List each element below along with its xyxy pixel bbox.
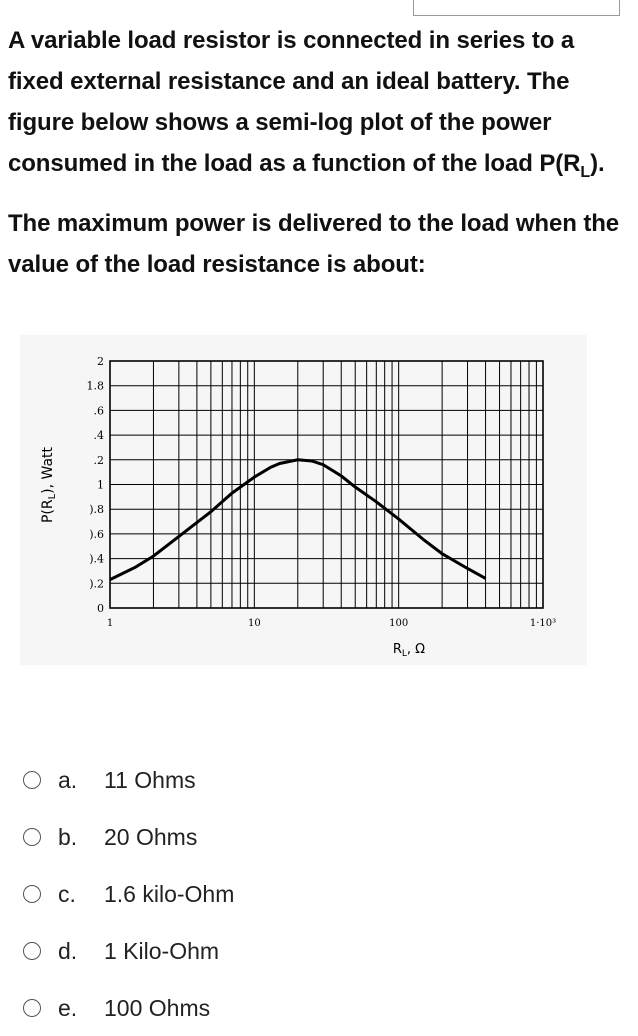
radio-button[interactable] — [23, 828, 41, 846]
y-tick-label: ).8 — [89, 503, 104, 517]
question-paragraph-1-end: ). — [590, 150, 605, 177]
question-subscript: L — [580, 163, 591, 181]
question-paragraph-2: The maximum power is delivered to the load when the value of the load resistance is about: — [8, 209, 620, 278]
y-tick-label: 1 — [97, 478, 104, 492]
option-label: 100 Ohms — [104, 994, 211, 1021]
option-letter: a. — [58, 766, 78, 793]
option-d[interactable] — [0, 923, 638, 979]
option-label: 1 Kilo-Ohm — [104, 937, 220, 964]
question-paragraph-1-text: A variable load resistor is connected in series to a fixed external resistance and an ideal battery. The figure below shows a semi-log plot of the power consumed in the load as a function of the load P(R — [8, 27, 581, 177]
top-box — [413, 0, 620, 16]
y-tick-label: 2 — [97, 355, 104, 368]
option-b[interactable] — [0, 809, 638, 865]
y-tick-label: 1.8 — [86, 379, 104, 393]
chart-figure — [20, 335, 587, 665]
radio-button[interactable] — [23, 999, 41, 1017]
y-axis-label: $P(R_L)$, Watt — [40, 446, 58, 524]
radio-button[interactable] — [23, 885, 41, 903]
radio-button[interactable] — [23, 771, 41, 789]
radio-button[interactable] — [23, 942, 41, 960]
option-c[interactable] — [0, 866, 638, 922]
y-tick-label: .4 — [93, 429, 104, 443]
option-letter: e. — [58, 994, 78, 1021]
option-letter: c. — [58, 880, 76, 907]
y-tick-label: 0 — [97, 602, 104, 615]
y-tick-label: .2 — [93, 453, 104, 467]
x-tick-label: 1 — [106, 618, 114, 629]
option-label: 1.6 kilo-Ohm — [104, 880, 235, 907]
x-tick-label: 1·10³ — [529, 618, 557, 629]
x-tick-label: 10 — [247, 618, 261, 629]
y-tick-label: ).6 — [89, 527, 104, 541]
option-e[interactable] — [0, 980, 638, 1036]
chart-grid — [110, 361, 543, 608]
y-tick-label: .6 — [93, 404, 104, 418]
option-label: 20 Ohms — [104, 823, 198, 850]
x-tick-labels — [107, 618, 556, 629]
option-letter: d. — [58, 937, 78, 964]
question-paragraph-1 — [8, 20, 633, 193]
power-chart — [20, 335, 587, 665]
option-letter: b. — [58, 823, 78, 850]
y-tick-labels — [87, 355, 105, 615]
x-tick-label: 100 — [389, 618, 409, 629]
y-tick-label: ).2 — [89, 577, 104, 591]
option-a[interactable] — [0, 752, 638, 808]
x-axis-label: $R_L$, Ω — [392, 642, 426, 659]
question-text — [8, 20, 633, 285]
y-tick-label: ).4 — [89, 552, 104, 566]
option-label: 11 Ohms — [104, 766, 196, 793]
